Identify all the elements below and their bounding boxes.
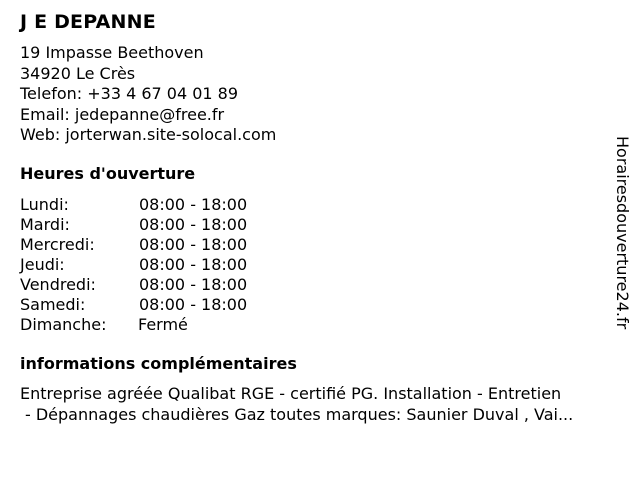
day-label: Mardi: [20,215,70,234]
day-label: Dimanche: [20,315,107,334]
email-address: Email: jedepanne@free.fr [20,104,225,124]
hours-heading: Heures d'ouverture [20,164,196,183]
info-line: Entreprise agréée Qualibat RGE - certifié PG. Installation - Entretien [20,384,562,403]
day-label: Vendredi: [20,275,96,294]
opening-time: 08:00 - 18:00 [139,215,248,234]
day-label: Mercredi: [20,235,95,254]
watermark-text: Horairesdouverture24.fr [613,136,632,330]
address-street: 19 Impasse Beethoven [20,43,204,62]
opening-time: 08:00 - 18:00 [139,235,248,254]
website-address: Web: jorterwan.site-solocal.com [20,125,277,144]
opening-time: Fermé [138,315,188,334]
watermark [612,136,632,346]
opening-time: 08:00 - 18:00 [139,195,248,214]
contact-block [20,43,276,146]
day-label: Jeudi: [20,255,65,274]
phone-number: Telefon: +33 4 67 04 01 89 [20,84,239,103]
day-label: Samedi: [20,295,86,314]
day-label: Lundi: [20,195,69,214]
info-heading: informations complémentaires [20,354,297,373]
opening-time: 08:00 - 18:00 [139,295,248,314]
opening-time: 08:00 - 18:00 [139,275,248,294]
address-city: 34920 Le Crès [20,63,136,83]
opening-time: 08:00 - 18:00 [139,255,248,274]
business-name: J E DEPANNE [20,11,156,33]
info-text [20,383,573,425]
info-line: - Dépannages chaudières Gaz toutes marques: Saunier Duval , Vai... [25,405,574,424]
